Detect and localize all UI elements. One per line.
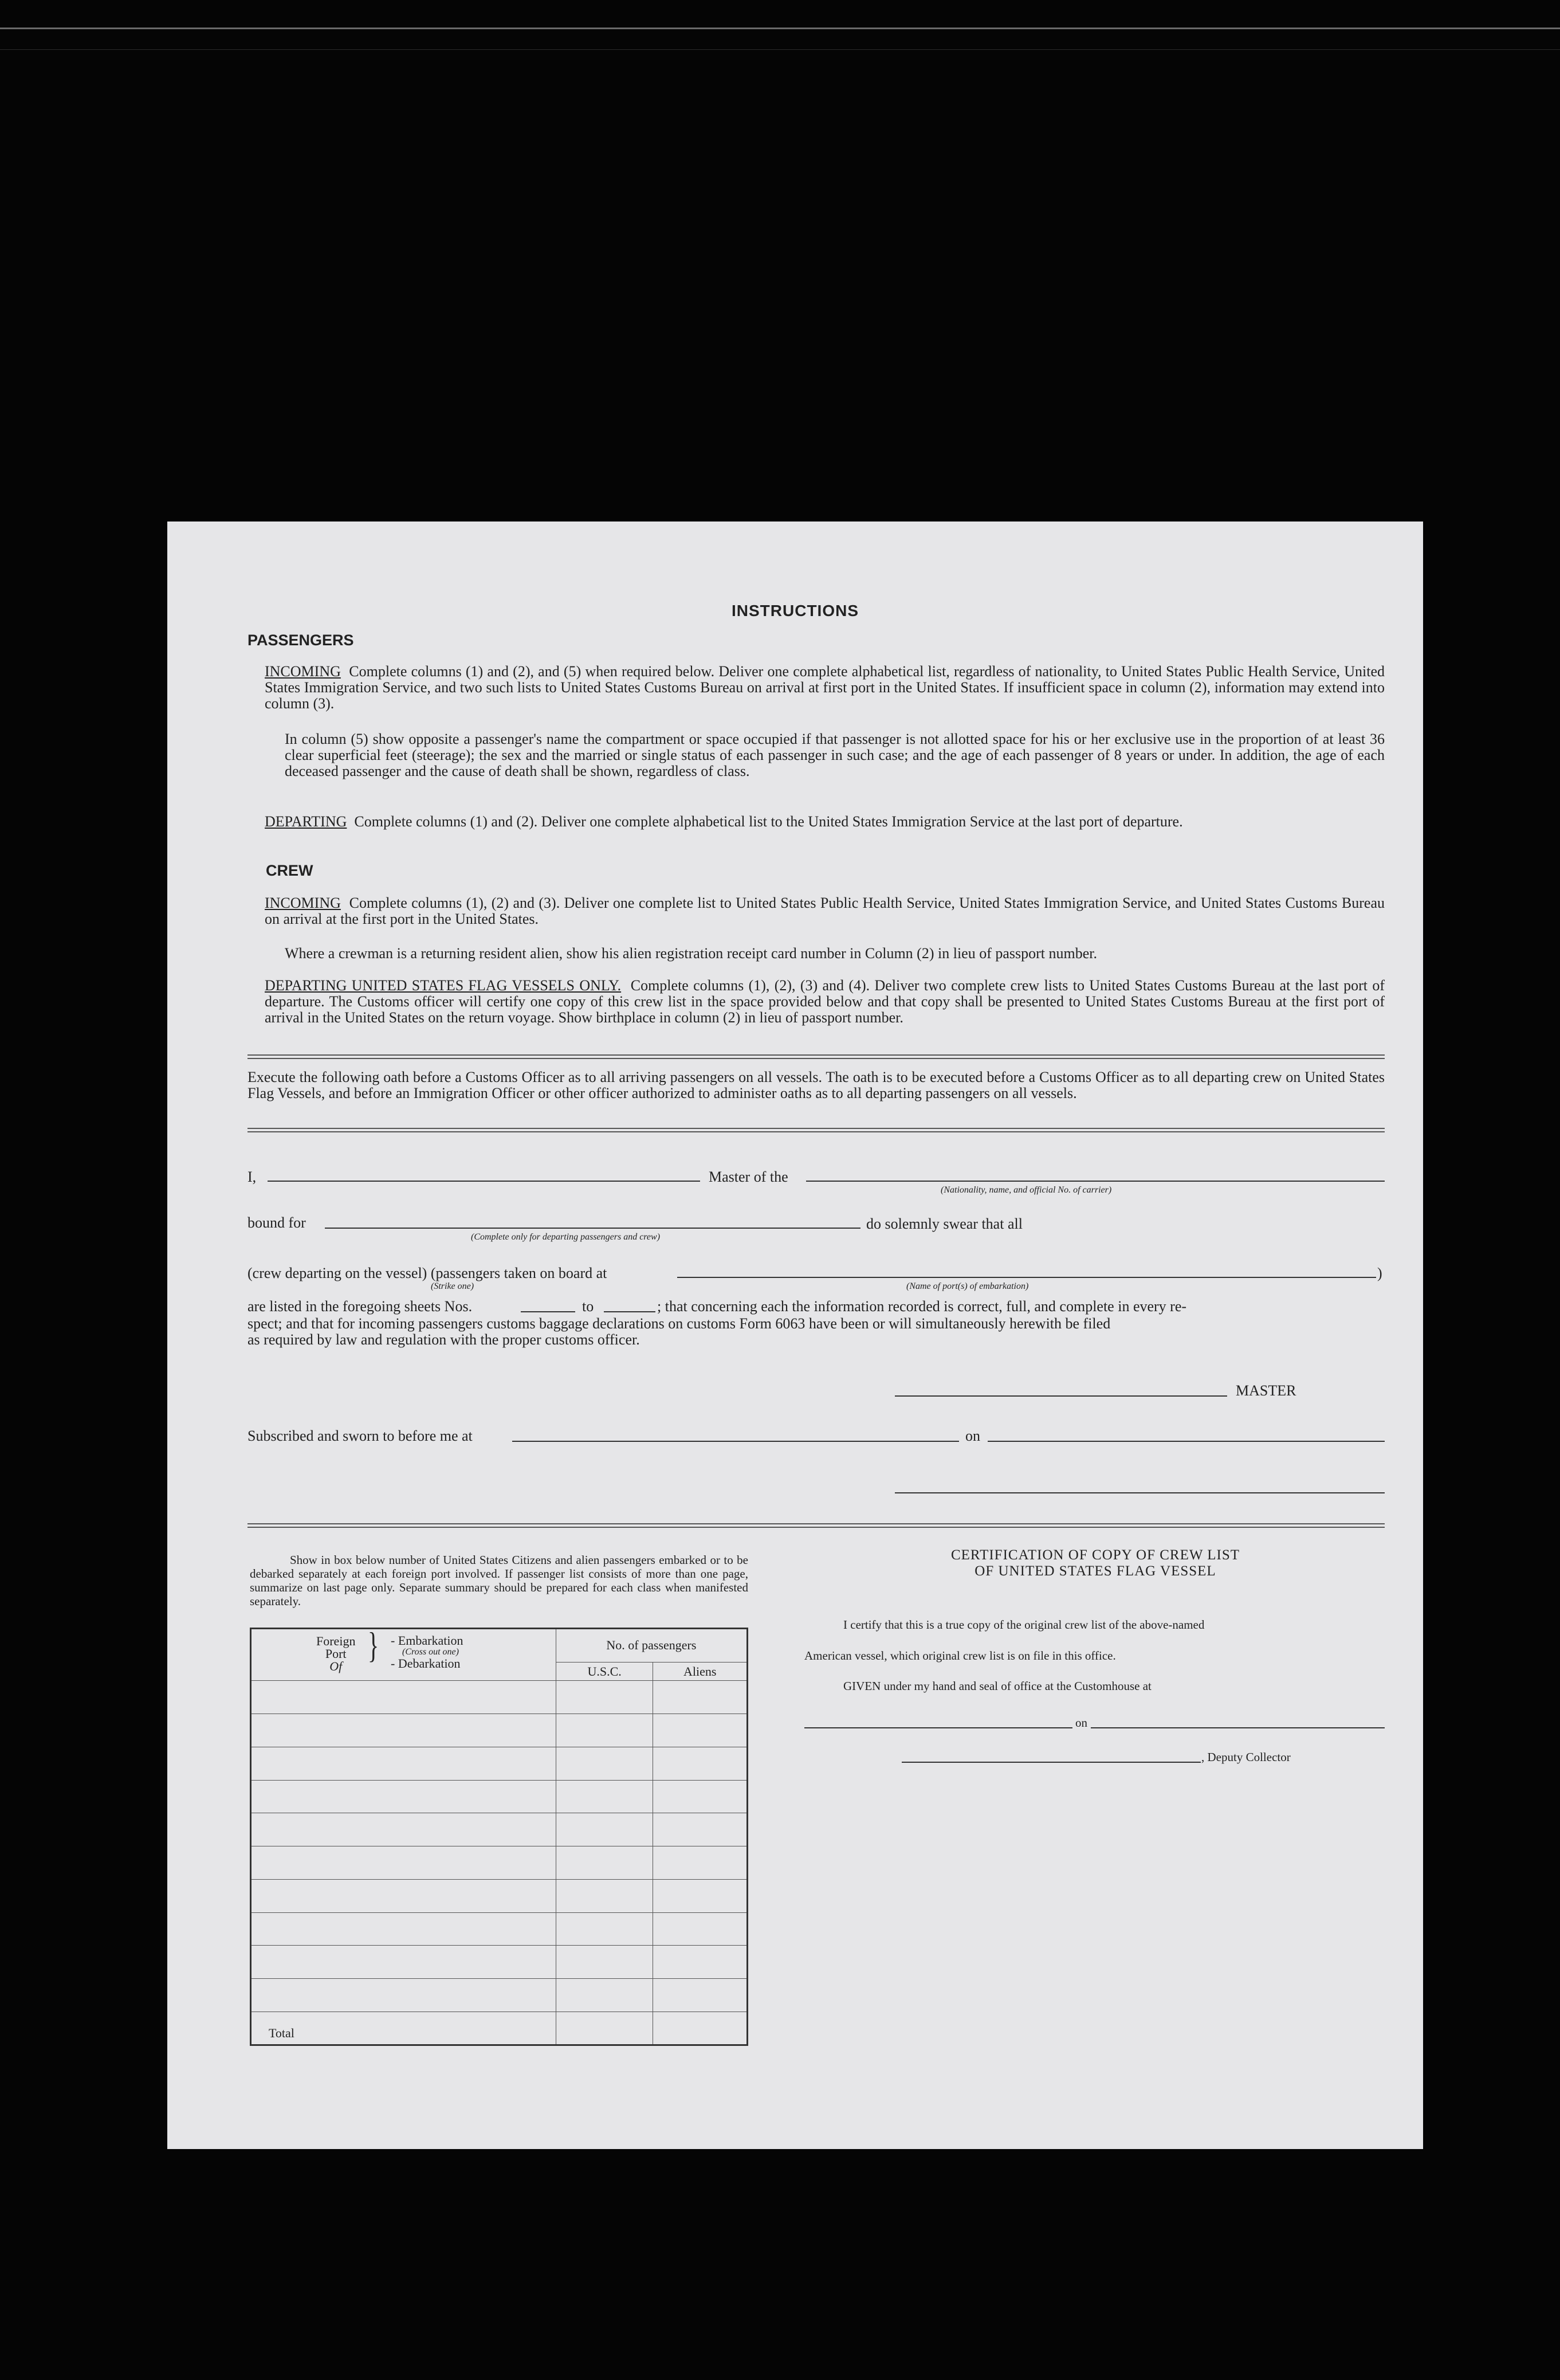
brace-glyph: } — [368, 1624, 379, 1666]
usc-cell[interactable] — [556, 1780, 653, 1813]
crew-resident-paragraph: Where a crewman is a returning resident alien, show his alien registration receipt card number in Column (2) in lieu of passport number. — [285, 945, 1098, 962]
passengers-departing-text: Complete columns (1) and (2). Deliver one complete alphabetical list to the United States Immigration Service at the last port of departure. — [354, 813, 1183, 830]
listed-text-1: are listed in the foregoing sheets Nos. — [247, 1298, 473, 1315]
aliens-cell[interactable] — [653, 1879, 748, 1912]
listed-to: to — [582, 1298, 594, 1315]
passengers-incoming-paragraph — [265, 664, 1385, 712]
close-paren: ) — [1377, 1265, 1382, 1281]
crew-departing-label: DEPARTING UNITED STATES FLAG VESSELS ONLY. — [265, 977, 622, 994]
usc-cell[interactable] — [556, 1946, 653, 1979]
listed-text-3: spect; and that for incoming passengers customs baggage declarations on customs Form 6063 have been or will simultaneously herewith be filed — [247, 1315, 1111, 1332]
aliens-cell[interactable] — [653, 1780, 748, 1813]
certification-line-2: American vessel, which original crew list is on file in this office. — [804, 1649, 1116, 1663]
certification-title-2: OF UNITED STATES FLAG VESSEL — [974, 1563, 1216, 1579]
divider-rule-1 — [247, 1054, 1385, 1059]
certification-line-1: I certify that this is a true copy of the original crew list of the above-named — [843, 1618, 1205, 1632]
box-note: Show in box below number of United States Citizens and alien passengers embarked or to be debarked separately at each foreign port involved. If passenger list consists of more than one page, summarize on last page only. Separate summary should be prepared for each class when manifested separately. — [250, 1553, 748, 1608]
usc-cell[interactable] — [556, 1714, 653, 1747]
sheet-to-field[interactable] — [604, 1311, 655, 1312]
usc-cell[interactable] — [556, 1846, 653, 1880]
bound-for-label: bound for — [247, 1214, 306, 1231]
certification-title — [803, 1547, 1388, 1579]
nationality-note: (Nationality, name, and official No. of carrier) — [941, 1185, 1112, 1195]
aliens-header: Aliens — [653, 1662, 748, 1680]
passengers-heading: PASSENGERS — [247, 632, 354, 649]
no-of-passengers-header: No. of passengers — [556, 1629, 747, 1663]
crew-departing-paragraph — [265, 978, 1385, 1026]
complete-only-note: (Complete only for departing passengers and crew) — [471, 1232, 661, 1242]
port-cell[interactable] — [251, 1946, 556, 1979]
usc-cell[interactable] — [556, 1747, 653, 1780]
crew-passengers-text: (crew departing on the vessel) (passengers taken on board at — [247, 1265, 607, 1281]
passengers-column5-paragraph: In column (5) show opposite a passenger's name the compartment or space occupied if that passenger is not allotted space for his or her exclusive use in the proportion of at least 36 clear superficial feet (steerage); the sex and the married or single status of each passenger in such case; and the age of each passenger of 8 years or under. In addition, the age of each deceased passenger and the cause of death shall be shown, regardless of class. — [285, 731, 1385, 779]
aliens-cell[interactable] — [653, 1813, 748, 1846]
carrier-field[interactable] — [806, 1181, 1385, 1182]
subscribed-date-field[interactable] — [988, 1441, 1385, 1442]
aliens-cell[interactable] — [653, 1681, 748, 1714]
passengers-incoming-text: Complete columns (1) and (2), and (5) when required below. Deliver one complete alphabetical list, regardless of nationality, to United States Public Health Service, United States Immigration Service, and two such lists to United States Customs Bureau on arrival at first port in the United States. If insufficient space in column (2), information may extend into column (3). — [265, 663, 1385, 712]
divider-rule-3 — [247, 1523, 1385, 1528]
certification-title-1: CERTIFICATION OF COPY OF CREW LIST — [950, 1547, 1240, 1563]
cross-out-label: (Cross out one) — [402, 1646, 459, 1657]
embarkation-label: - Embarkation — [391, 1633, 463, 1648]
listed-text-2: ; that concerning each the information recorded is correct, full, and complete in every re- — [657, 1298, 1187, 1315]
port-cell[interactable] — [251, 1747, 556, 1780]
film-edge-line — [0, 28, 1560, 29]
crew-incoming-label: INCOMING — [265, 895, 341, 911]
aliens-cell[interactable] — [653, 1979, 748, 2012]
port-cell[interactable] — [251, 1681, 556, 1714]
embarkation-ports-field[interactable] — [677, 1277, 1376, 1278]
oath-intro-paragraph: Execute the following oath before a Customs Officer as to all arriving passengers on all vessels. The oath is to be executed before a Customs Officer as to all departing crew on United States Flag Vessels, and before an Immigration Officer or other officer authorized to administer oaths as to all departing passengers on all vessels. — [247, 1069, 1385, 1101]
strike-one-note: (Strike one) — [431, 1281, 474, 1291]
crew-heading: CREW — [266, 862, 313, 879]
port-cell[interactable] — [251, 1780, 556, 1813]
port-header-cell — [251, 1624, 556, 1681]
certification-on: on — [1075, 1716, 1087, 1730]
of-label: Of — [329, 1658, 343, 1673]
officer-signature-field[interactable] — [895, 1492, 1385, 1493]
aliens-cell[interactable] — [653, 1946, 748, 1979]
port-cell[interactable] — [251, 1813, 556, 1846]
usc-header: U.S.C. — [556, 1662, 653, 1680]
deputy-collector-label: , Deputy Collector — [1201, 1750, 1291, 1764]
customhouse-field[interactable] — [804, 1727, 1072, 1728]
subscribed-on: on — [965, 1428, 980, 1444]
oath-i-label: I, — [247, 1169, 257, 1185]
usc-cell[interactable] — [556, 1681, 653, 1714]
port-label: Port — [325, 1646, 347, 1661]
usc-cell[interactable] — [556, 1912, 653, 1946]
passengers-incoming-label: INCOMING — [265, 663, 341, 680]
document-page — [167, 522, 1423, 2149]
crew-incoming-paragraph — [265, 895, 1385, 927]
port-cell[interactable] — [251, 1714, 556, 1747]
listed-text-4: as required by law and regulation with the proper customs officer. — [247, 1331, 640, 1348]
film-edge-line-2 — [0, 49, 1560, 50]
deputy-signature-field[interactable] — [902, 1762, 1201, 1763]
master-name-field[interactable] — [268, 1181, 700, 1182]
subscribed-label: Subscribed and sworn to before me at — [247, 1428, 473, 1444]
total-label: Total — [269, 2026, 294, 2040]
certification-line-3: GIVEN under my hand and seal of office at the Customhouse at — [843, 1679, 1152, 1693]
usc-total-cell[interactable] — [556, 2012, 653, 2045]
usc-cell[interactable] — [556, 1813, 653, 1846]
total-label-cell — [251, 2012, 556, 2045]
crew-incoming-text: Complete columns (1), (2) and (3). Deliver one complete list to United States Public Health Service, United States Immigration Service, and United States Customs Bureau on arrival at the first port in the United States. — [265, 895, 1385, 927]
aliens-cell[interactable] — [653, 1912, 748, 1946]
port-cell[interactable] — [251, 1846, 556, 1880]
master-signature-field[interactable] — [895, 1395, 1227, 1397]
master-label: MASTER — [1236, 1382, 1296, 1399]
master-of-the-label: Master of the — [709, 1169, 788, 1185]
swear-text: do solemnly swear that all — [866, 1216, 1023, 1232]
sheet-from-field[interactable] — [521, 1311, 575, 1312]
port-cell[interactable] — [251, 1979, 556, 2012]
usc-cell[interactable] — [556, 1979, 653, 2012]
bound-for-field[interactable] — [325, 1228, 860, 1229]
port-cell[interactable] — [251, 1912, 556, 1946]
aliens-cell[interactable] — [653, 1747, 748, 1780]
port-cell[interactable] — [251, 1879, 556, 1912]
aliens-cell[interactable] — [653, 1846, 748, 1880]
divider-rule-2 — [247, 1128, 1385, 1132]
passengers-departing-label: DEPARTING — [265, 813, 347, 830]
debarkation-label: - Debarkation — [391, 1656, 461, 1671]
passengers-departing-paragraph — [265, 814, 1385, 830]
aliens-cell[interactable] — [653, 1714, 748, 1747]
passenger-summary-table — [250, 1624, 748, 2046]
crew-departing-text: Complete columns (1), (2), (3) and (4). Deliver two complete crew lists to United States Customs Bureau at the last port of departure. The Customs officer will certify one copy of this crew list in the space provided below and that copy shall be presented to United States Customs Bureau at the first port of arrival in the United States on the return voyage. Show birthplace in column (2) in lieu of passport number. — [265, 977, 1385, 1026]
certification-date-field[interactable] — [1091, 1727, 1385, 1728]
usc-cell[interactable] — [556, 1879, 653, 1912]
subscribed-place-field[interactable] — [512, 1441, 959, 1442]
ports-note: (Name of port(s) of embarkation) — [906, 1281, 1029, 1291]
page-title: INSTRUCTIONS — [732, 602, 859, 619]
foreign-label: Foreign — [316, 1633, 356, 1648]
aliens-total-cell[interactable] — [653, 2012, 748, 2045]
